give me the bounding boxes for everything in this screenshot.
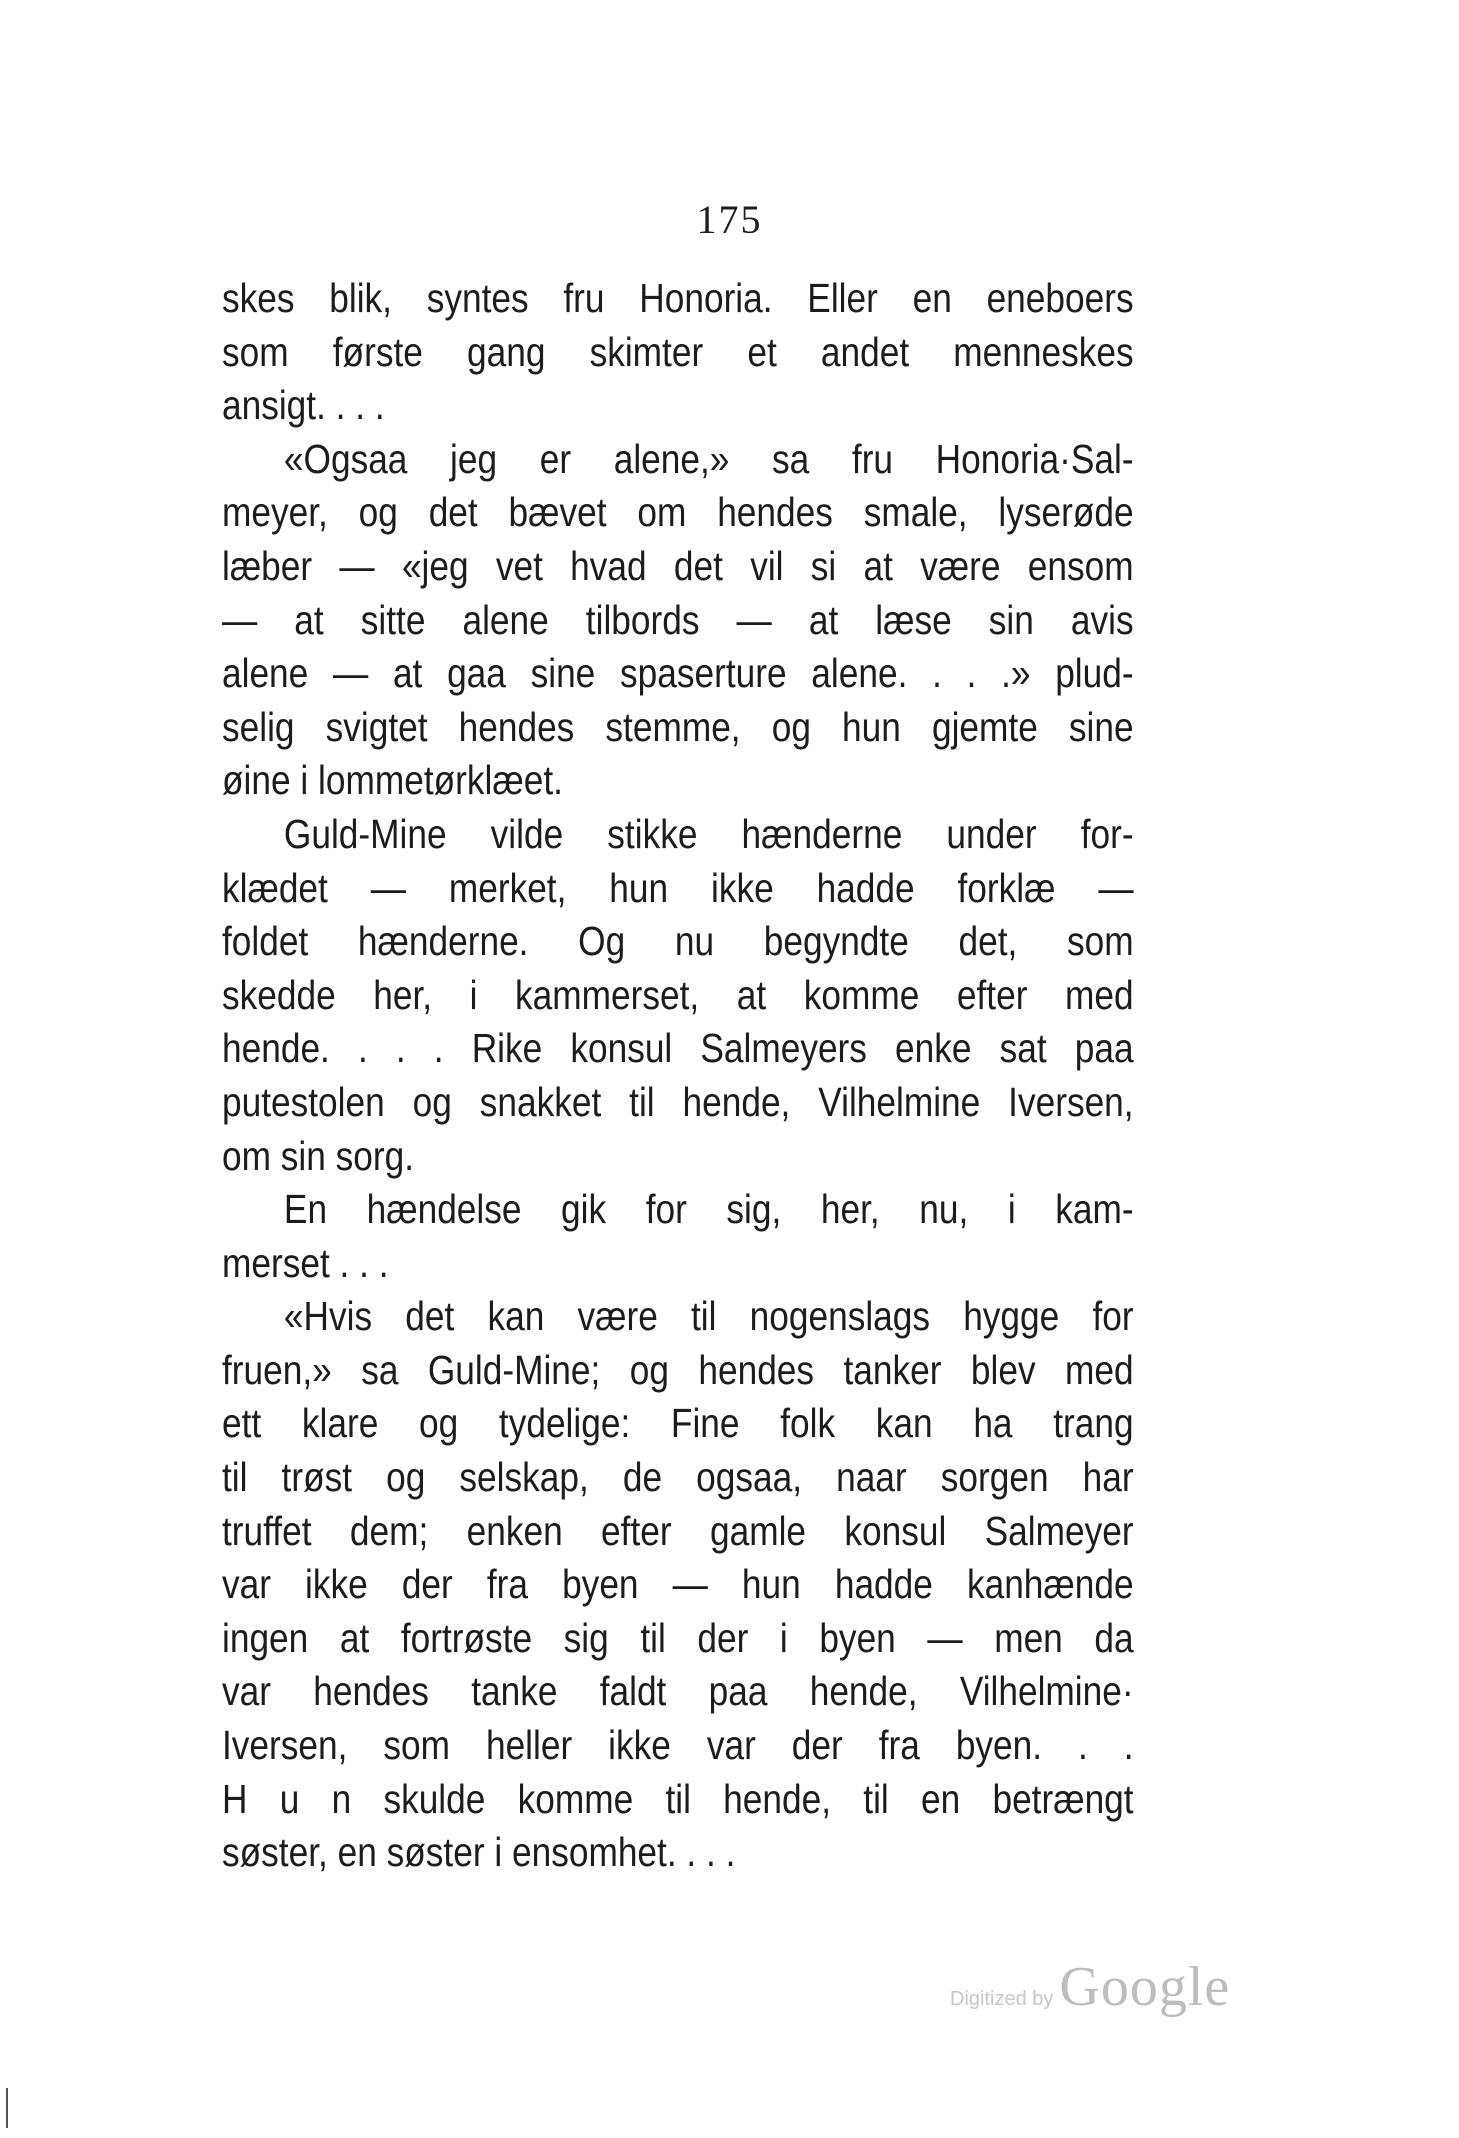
text-line: hende. . . . Rike konsul Salmeyers enke sat paa bbox=[222, 1025, 1134, 1072]
text-line: Guld-Mine vilde stikke hænderne under for- bbox=[283, 810, 1134, 857]
text-line: «Ogsaa jeg er alene,» sa fru Honoria·Sal- bbox=[283, 435, 1134, 482]
text-line: som første gang skimter et andet menneskes bbox=[222, 328, 1134, 375]
scan-edge-mark bbox=[6, 2088, 8, 2128]
google-logo: Google bbox=[1059, 1956, 1231, 2018]
text-line: var ikke der fra byen — hun hadde kanhænde bbox=[222, 1561, 1134, 1608]
digitized-by-watermark bbox=[950, 1955, 1230, 2019]
text-line: skes blik, syntes fru Honoria. Eller en eneboers bbox=[222, 275, 1134, 321]
page-number: 175 bbox=[696, 197, 763, 242]
text-line: foldet hænderne. Og nu begyndte det, som bbox=[222, 918, 1134, 965]
text-line: søster, en søster i ensomhet. . . . bbox=[222, 1829, 736, 1876]
text-line: En hændelse gik for sig, her, nu, i kam- bbox=[283, 1186, 1134, 1233]
text-line: — at sitte alene tilbords — at læse sin avis bbox=[222, 596, 1134, 643]
text-line: til trøst og selskap, de ogsaa, naar sorgen har bbox=[222, 1454, 1134, 1501]
body-text bbox=[222, 272, 1134, 1880]
text-line: klædet — merket, hun ikke hadde forklæ — bbox=[222, 864, 1134, 911]
text-line: var hendes tanke faldt paa hende, Vilhelmine· bbox=[222, 1668, 1134, 1715]
text-line: selig svigtet hendes stemme, og hun gjemte sine bbox=[222, 703, 1134, 750]
text-line: «Hvis det kan være til nogenslags hygge for bbox=[283, 1293, 1134, 1340]
text-line: alene — at gaa sine spaserture alene. . . .» plud- bbox=[222, 650, 1134, 697]
text-line: meyer, og det bævet om hendes smale, lyserøde bbox=[222, 489, 1134, 536]
text-line: øine i lommetørklæet. bbox=[222, 757, 563, 804]
text-line: ansigt. . . . bbox=[222, 382, 385, 429]
text-line: ett klare og tydelige: Fine folk kan ha trang bbox=[222, 1400, 1134, 1447]
watermark-prefix: Digitized by bbox=[950, 1988, 1054, 2010]
text-line: truffet dem; enken efter gamle konsul Salmeyer bbox=[222, 1507, 1134, 1554]
text-line: skedde her, i kammerset, at komme efter med bbox=[222, 971, 1134, 1018]
text-line: H u n skulde komme til hende, til en betrængt bbox=[222, 1775, 1134, 1822]
text-line: merset . . . bbox=[222, 1239, 389, 1286]
text-line: ingen at fortrøste sig til der i byen — men da bbox=[222, 1614, 1134, 1661]
text-line: Iversen, som heller ikke var der fra byen. . . bbox=[222, 1722, 1134, 1769]
text-line: putestolen og snakket til hende, Vilhelmine Iversen, bbox=[222, 1078, 1134, 1125]
text-line: om sin sorg. bbox=[222, 1132, 415, 1179]
text-line: fruen,» sa Guld-Mine; og hendes tanker blev med bbox=[222, 1346, 1134, 1393]
text-line: læber — «jeg vet hvad det vil si at være ensom bbox=[222, 542, 1134, 589]
